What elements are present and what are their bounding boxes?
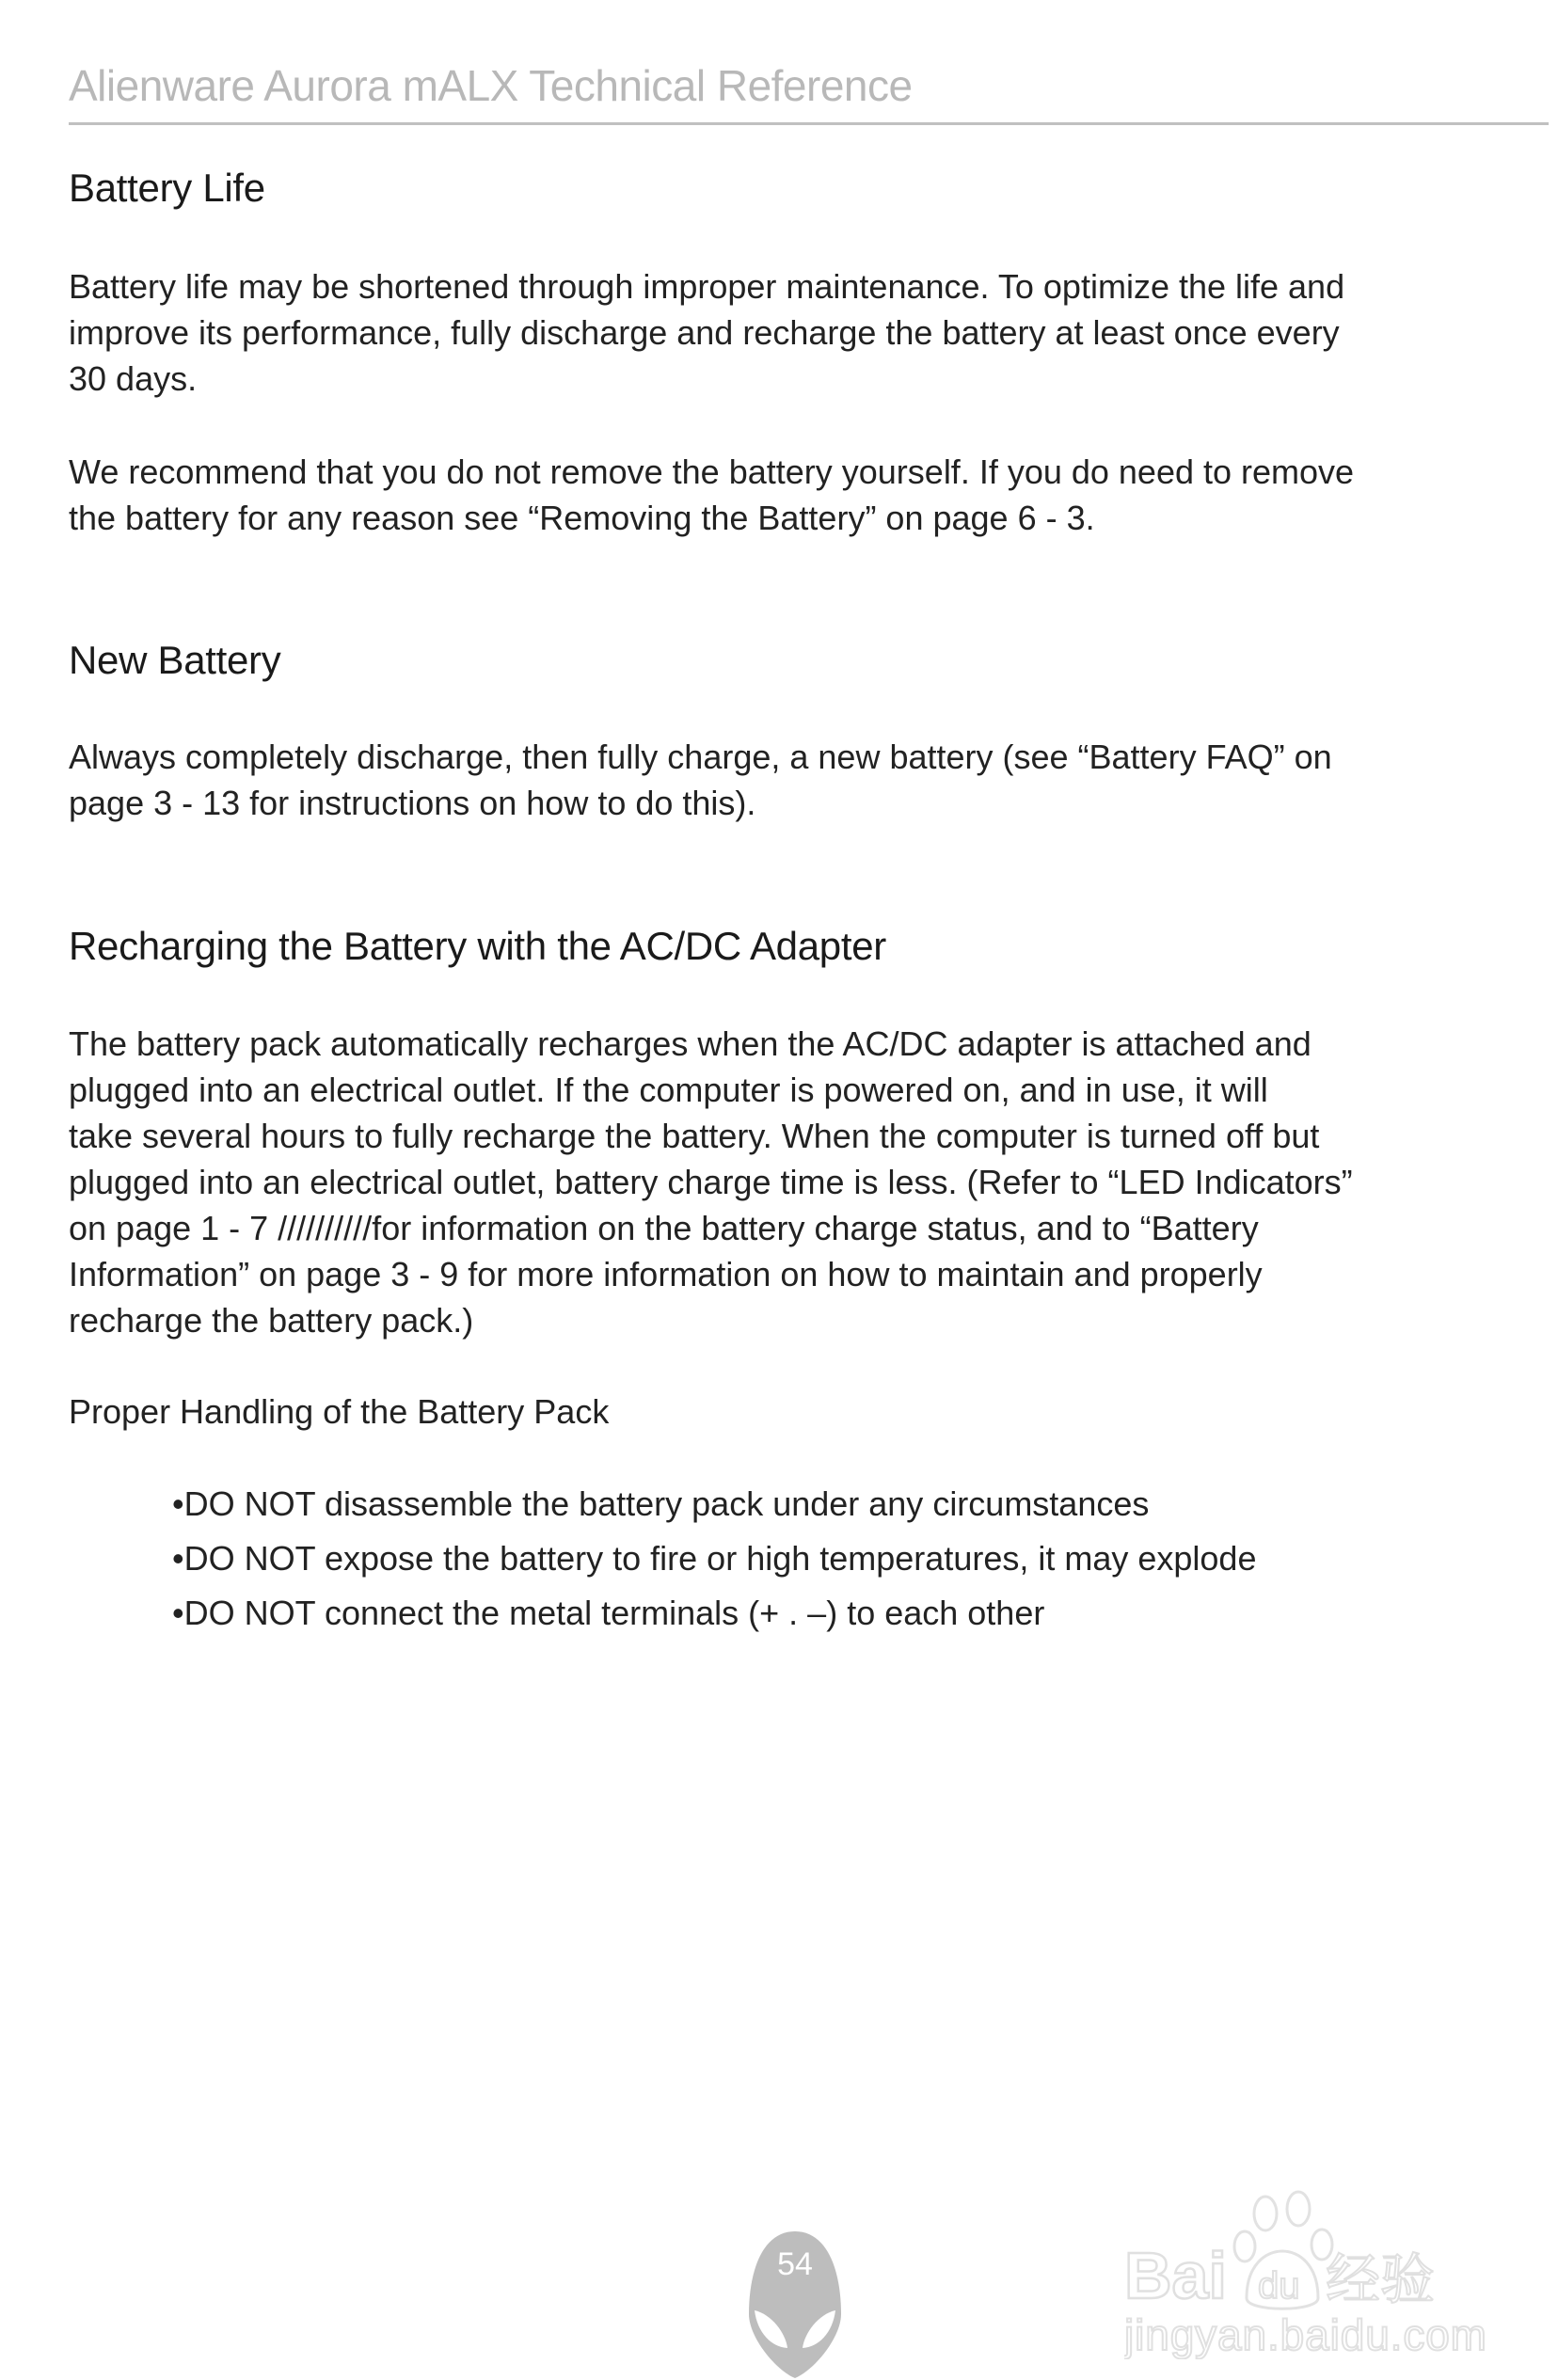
baidu-watermark (1124, 2181, 1491, 2359)
svg-text:jingyan.baidu.com: jingyan.baidu.com (1124, 2310, 1486, 2359)
running-header: Alienware Aurora mALX Technical Reference (69, 61, 913, 110)
svg-text:du: du (1258, 2265, 1300, 2307)
text-line: Battery life may be shortened through improper maintenance. To optimize the life and (69, 267, 1345, 306)
heading-new-battery: New Battery (69, 638, 281, 682)
text-line: recharge the battery pack.) (69, 1301, 474, 1340)
text-line: 30 days. (69, 359, 198, 398)
bullet-item: •DO NOT disassemble the battery pack under any circumstances (172, 1484, 1150, 1523)
text-line: Information” on page 3 - 9 for more information on how to maintain and properly (69, 1255, 1263, 1293)
text-line: improve its performance, fully discharge and recharge the battery at least once every (69, 313, 1340, 352)
header-divider (69, 122, 1549, 125)
svg-text:Bai: Bai (1124, 2239, 1227, 2312)
text-line: Always completely discharge, then fully charge, a new battery (see “Battery FAQ” on (69, 738, 1332, 776)
page-number: 54 (777, 2246, 813, 2282)
bullet-item: •DO NOT connect the metal terminals (+ . –) to each other (172, 1594, 1045, 1632)
subheading-proper-handling: Proper Handling of the Battery Pack (69, 1392, 610, 1431)
text-line: take several hours to fully recharge the battery. When the computer is turned off but (69, 1117, 1320, 1155)
heading-recharging: Recharging the Battery with the AC/DC Adapter (69, 924, 886, 968)
text-line: We recommend that you do not remove the battery yourself. If you do need to remove (69, 452, 1355, 491)
text-line: page 3 - 13 for instructions on how to do this). (69, 784, 756, 822)
text-line: the battery for any reason see “Removing the Battery” on page 6 - 3. (69, 499, 1095, 537)
text-line: plugged into an electrical outlet. If the computer is powered on, and in use, it will (69, 1071, 1268, 1109)
bullet-item: •DO NOT expose the battery to fire or high temperatures, it may explode (172, 1539, 1257, 1578)
text-line: The battery pack automatically recharges when the AC/DC adapter is attached and (69, 1024, 1312, 1063)
text-line: on page 1 - 7 //////////for information on the battery charge status, and to “Battery (69, 1209, 1259, 1247)
svg-text:经验: 经验 (1326, 2247, 1436, 2311)
text-line: plugged into an electrical outlet, battery charge time is less. (Refer to “LED Indicators” (69, 1163, 1353, 1201)
heading-battery-life: Battery Life (69, 166, 265, 210)
